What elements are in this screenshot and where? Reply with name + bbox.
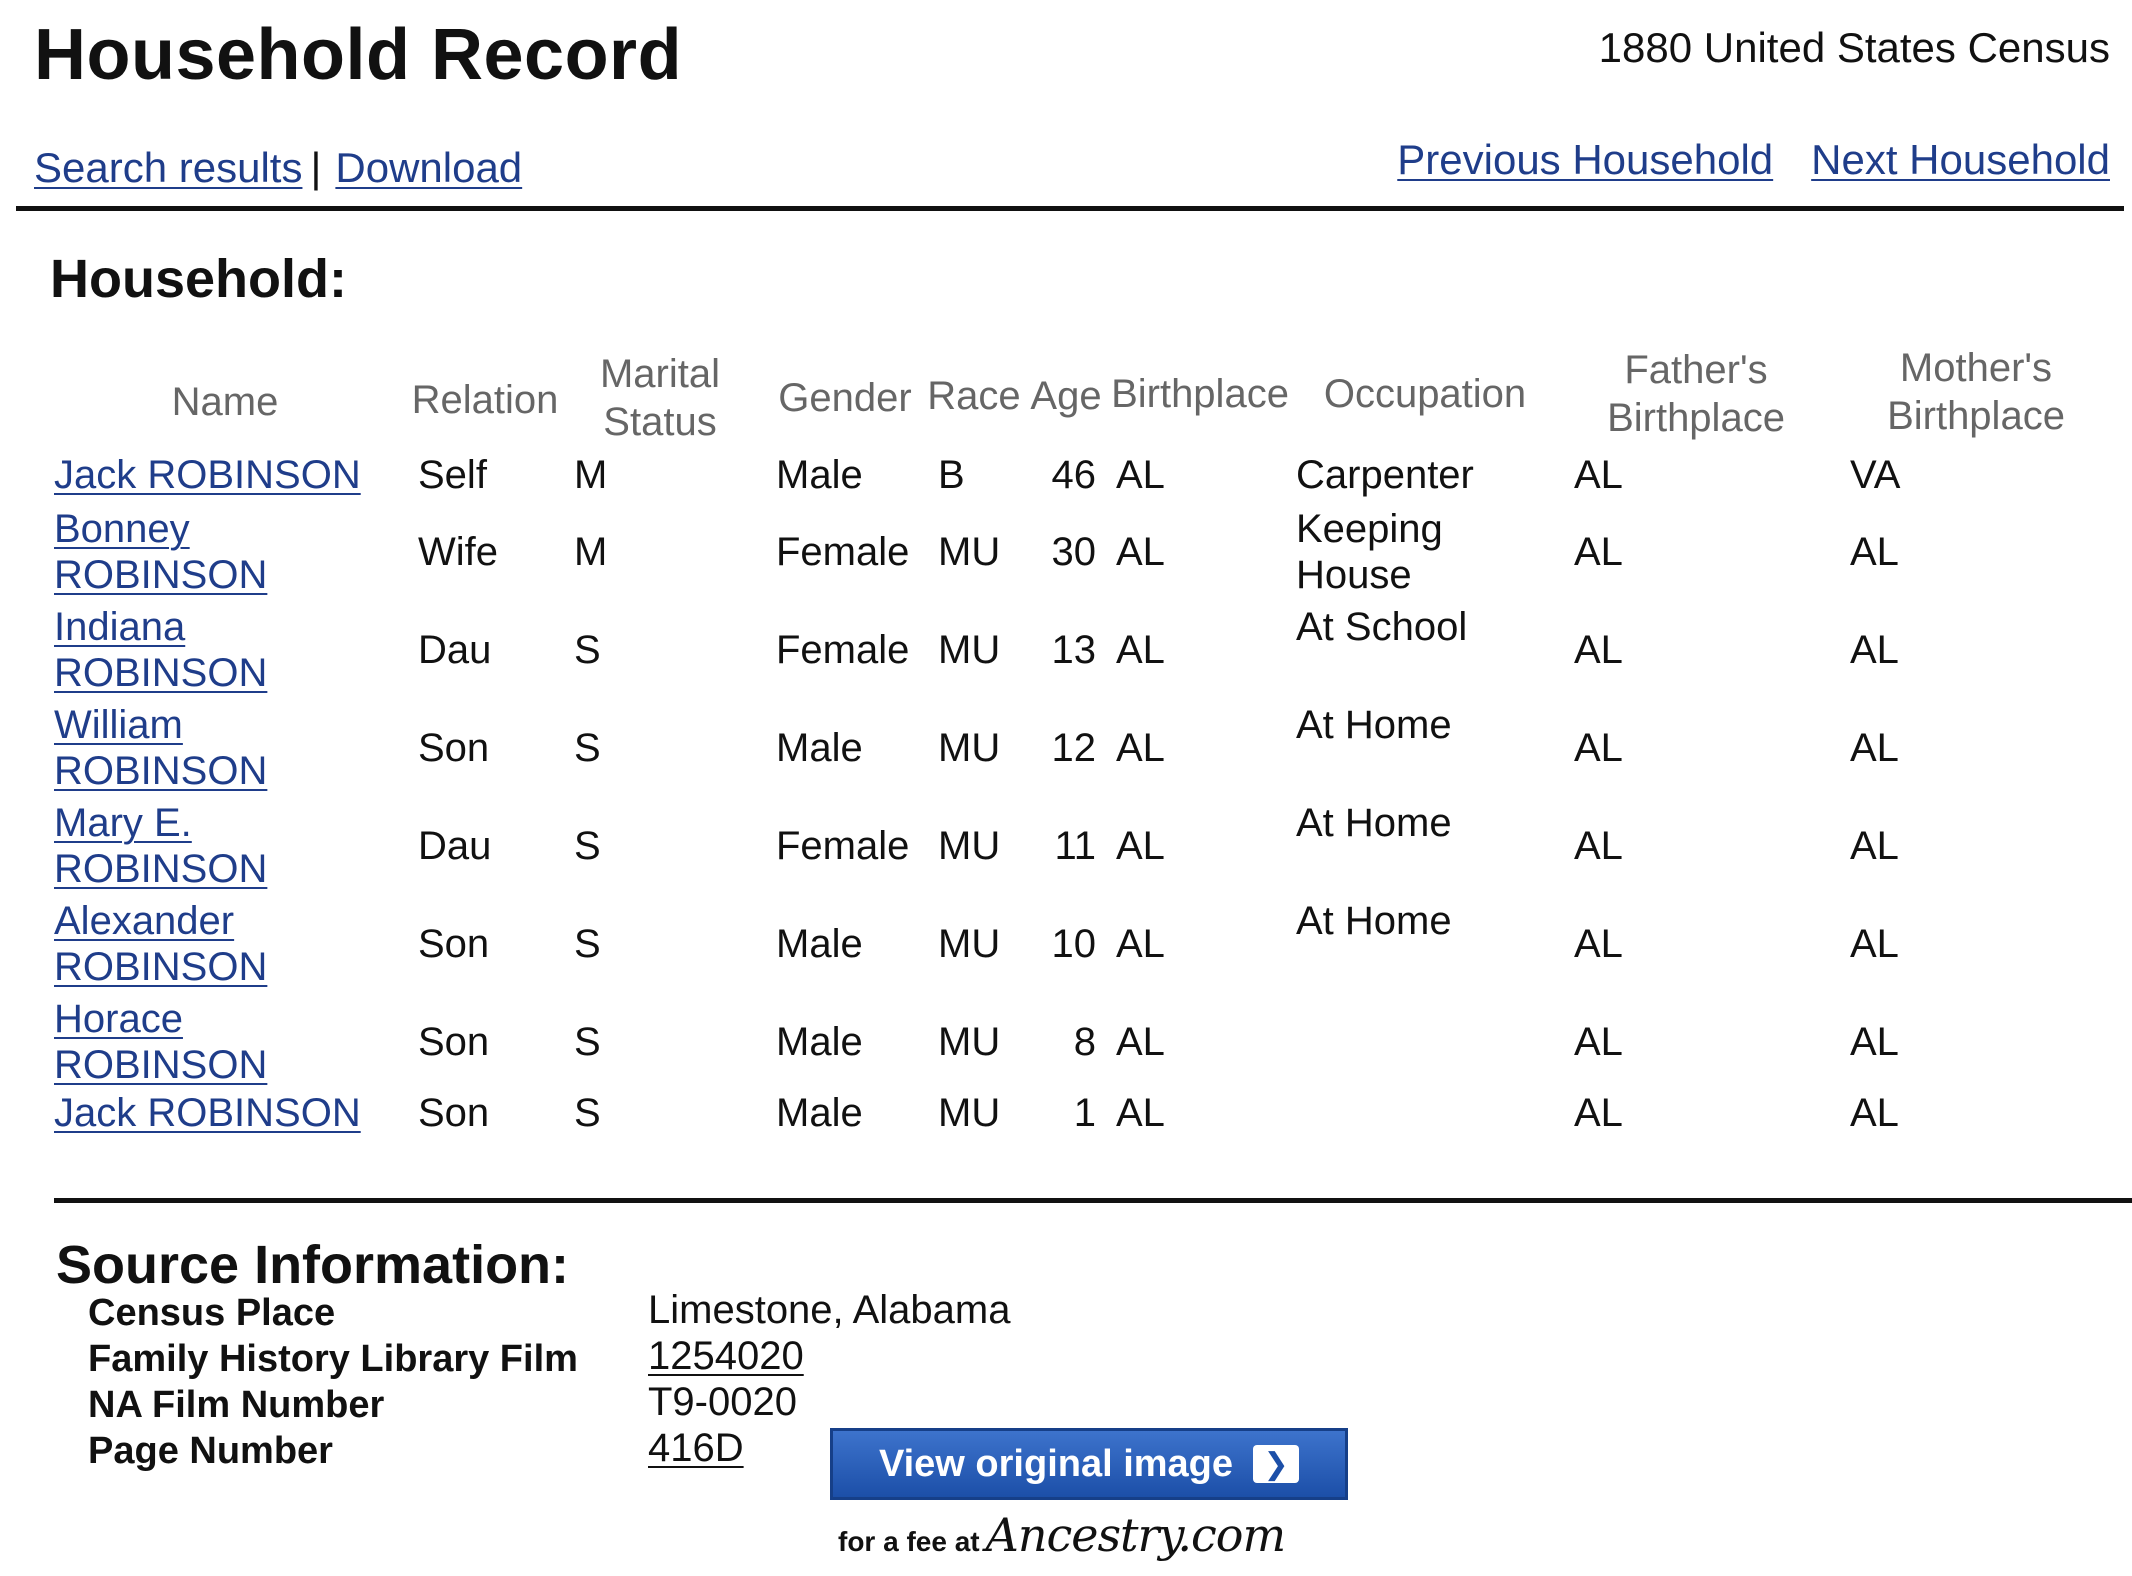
top-divider — [16, 206, 2124, 211]
member-mother-birthplace-cell: AL — [1850, 726, 1899, 770]
member-race-cell: MU — [938, 1091, 1001, 1135]
member-marital-cell: S — [574, 726, 601, 770]
member-mother-birthplace-cell: AL — [1850, 628, 1899, 672]
member-race-cell: MU — [938, 922, 1001, 966]
member-mother-birthplace-cell: AL — [1850, 530, 1899, 574]
member-name-cell — [54, 996, 304, 1088]
member-name-link[interactable]: Bonney ROBINSON — [54, 507, 268, 597]
member-occupation-cell: At Home — [1296, 703, 1452, 747]
member-occupation-cell: At School — [1296, 605, 1468, 649]
source-heading: Source Information: — [56, 1235, 570, 1295]
member-birthplace-cell: AL — [1116, 628, 1165, 672]
member-race-cell: MU — [938, 530, 1001, 574]
member-name-cell — [54, 604, 304, 696]
nav-separator: | — [310, 144, 322, 191]
member-father-birthplace-cell: AL — [1574, 453, 1623, 497]
member-relation-cell: Self — [418, 453, 487, 497]
member-mother-birthplace-cell: AL — [1850, 824, 1899, 868]
member-name-cell — [54, 452, 414, 498]
member-name-cell — [54, 800, 304, 892]
nav-right — [1397, 136, 2110, 184]
column-header-father-birthplace: Father's Birthplace — [1607, 348, 1785, 440]
member-name-cell — [54, 506, 304, 598]
member-gender-cell: Male — [776, 1091, 863, 1135]
member-name-link[interactable]: Horace ROBINSON — [54, 997, 268, 1087]
page-number-label: Page Number — [88, 1430, 333, 1472]
column-header-race: Race — [927, 374, 1021, 418]
member-mother-birthplace-cell: AL — [1850, 1091, 1899, 1135]
member-race-cell: MU — [938, 628, 1001, 672]
member-relation-cell: Dau — [418, 824, 492, 868]
next-household-link[interactable]: Next Household — [1811, 136, 2110, 183]
member-name-link[interactable]: Mary E. ROBINSON — [54, 801, 268, 891]
member-race-cell: B — [938, 453, 965, 497]
table-row — [0, 452, 2132, 498]
member-gender-cell: Male — [776, 922, 863, 966]
household-heading: Household: — [50, 249, 347, 309]
member-father-birthplace-cell: AL — [1574, 530, 1623, 574]
member-relation-cell: Son — [418, 1091, 490, 1135]
fee-note — [838, 1508, 1285, 1562]
view-original-image-label: View original image — [878, 1442, 1234, 1485]
page-number-link[interactable]: 416D — [648, 1426, 744, 1470]
member-marital-cell: S — [574, 824, 601, 868]
member-name-cell — [54, 1090, 414, 1136]
ancestry-logo: Ancestry.com — [985, 1508, 1286, 1562]
arrow-right-icon: ❯ — [1253, 1445, 1299, 1483]
member-relation-cell: Wife — [418, 530, 498, 574]
member-birthplace-cell: AL — [1116, 922, 1165, 966]
member-age-cell: 30 — [1051, 530, 1096, 574]
search-results-link[interactable]: Search results — [34, 144, 303, 191]
member-occupation-cell: Keeping House — [1296, 507, 1443, 597]
column-header-marital-status: Marital Status — [599, 352, 721, 444]
member-race-cell: MU — [938, 726, 1001, 770]
member-mother-birthplace-cell: AL — [1850, 1020, 1899, 1064]
member-gender-cell: Male — [776, 726, 863, 770]
column-header-gender: Gender — [778, 376, 912, 420]
member-name-link[interactable]: Alexander ROBINSON — [54, 899, 268, 989]
table-row — [0, 1090, 2132, 1136]
member-mother-birthplace-cell: VA — [1850, 453, 1901, 497]
member-father-birthplace-cell: AL — [1574, 1091, 1623, 1135]
member-birthplace-cell: AL — [1116, 824, 1165, 868]
film-label: Family History Library Film — [88, 1338, 578, 1380]
member-marital-cell: S — [574, 628, 601, 672]
member-birthplace-cell: AL — [1116, 530, 1165, 574]
column-header-name: Name — [171, 380, 279, 424]
member-occupation-cell: At Home — [1296, 899, 1452, 943]
member-marital-cell: M — [574, 453, 608, 497]
member-marital-cell: S — [574, 1020, 601, 1064]
table-row — [0, 996, 2132, 1088]
member-age-cell: 12 — [1051, 726, 1096, 770]
member-birthplace-cell: AL — [1116, 726, 1165, 770]
member-mother-birthplace-cell: AL — [1850, 922, 1899, 966]
member-race-cell: MU — [938, 824, 1001, 868]
view-original-image-button[interactable] — [830, 1428, 1348, 1500]
table-row — [0, 604, 2132, 696]
member-father-birthplace-cell: AL — [1574, 726, 1623, 770]
member-gender-cell: Male — [776, 453, 863, 497]
na-film-label: NA Film Number — [88, 1384, 385, 1426]
member-birthplace-cell: AL — [1116, 1020, 1165, 1064]
member-gender-cell: Female — [776, 628, 910, 672]
member-gender-cell: Female — [776, 824, 910, 868]
member-gender-cell: Female — [776, 530, 910, 574]
previous-household-link[interactable]: Previous Household — [1397, 136, 1774, 183]
member-age-cell: 11 — [1054, 824, 1096, 868]
member-gender-cell: Male — [776, 1020, 863, 1064]
member-relation-cell: Son — [418, 1020, 490, 1064]
member-occupation-cell: At Home — [1296, 801, 1452, 845]
member-name-link[interactable]: Jack ROBINSON — [54, 1091, 361, 1135]
census-place-value: Limestone, Alabama — [648, 1288, 1011, 1332]
fee-text: for a fee at — [838, 1526, 980, 1557]
member-age-cell: 10 — [1051, 922, 1096, 966]
table-row — [0, 898, 2132, 990]
column-header-relation: Relation — [411, 378, 559, 422]
member-father-birthplace-cell: AL — [1574, 628, 1623, 672]
member-race-cell: MU — [938, 1020, 1001, 1064]
table-row — [0, 702, 2132, 794]
member-name-link[interactable]: Indiana ROBINSON — [54, 605, 268, 695]
member-marital-cell: M — [574, 530, 608, 574]
member-relation-cell: Dau — [418, 628, 492, 672]
member-name-cell — [54, 702, 304, 794]
page-title: Household Record — [34, 15, 683, 95]
census-name: 1880 United States Census — [1598, 24, 2110, 71]
column-header-mother-birthplace: Mother's Birthplace — [1887, 346, 2065, 438]
column-header-birthplace: Birthplace — [1111, 372, 1289, 416]
member-name-cell — [54, 898, 304, 990]
film-link[interactable]: 1254020 — [648, 1334, 804, 1378]
nav-left — [34, 144, 522, 192]
member-relation-cell: Son — [418, 726, 490, 770]
member-birthplace-cell: AL — [1116, 453, 1165, 497]
census-place-label: Census Place — [88, 1292, 336, 1334]
member-age-cell: 8 — [1073, 1020, 1096, 1064]
table-row — [0, 800, 2132, 892]
member-name-link[interactable]: William ROBINSON — [54, 703, 268, 793]
member-marital-cell: S — [574, 922, 601, 966]
download-link[interactable]: Download — [335, 144, 523, 191]
column-header-age: Age — [1030, 374, 1102, 418]
member-occupation-cell: Carpenter — [1296, 453, 1474, 497]
member-age-cell: 1 — [1073, 1091, 1096, 1135]
member-name-link[interactable]: Jack ROBINSON — [54, 453, 361, 497]
member-father-birthplace-cell: AL — [1574, 1020, 1623, 1064]
member-relation-cell: Son — [418, 922, 490, 966]
member-father-birthplace-cell: AL — [1574, 922, 1623, 966]
member-marital-cell: S — [574, 1091, 601, 1135]
table-row — [0, 506, 2132, 598]
member-age-cell: 13 — [1051, 628, 1096, 672]
na-film-value: T9-0020 — [648, 1380, 797, 1424]
member-father-birthplace-cell: AL — [1574, 824, 1623, 868]
member-birthplace-cell: AL — [1116, 1091, 1165, 1135]
member-age-cell: 46 — [1051, 453, 1096, 497]
section-divider — [54, 1198, 2132, 1203]
column-header-occupation: Occupation — [1323, 372, 1527, 416]
